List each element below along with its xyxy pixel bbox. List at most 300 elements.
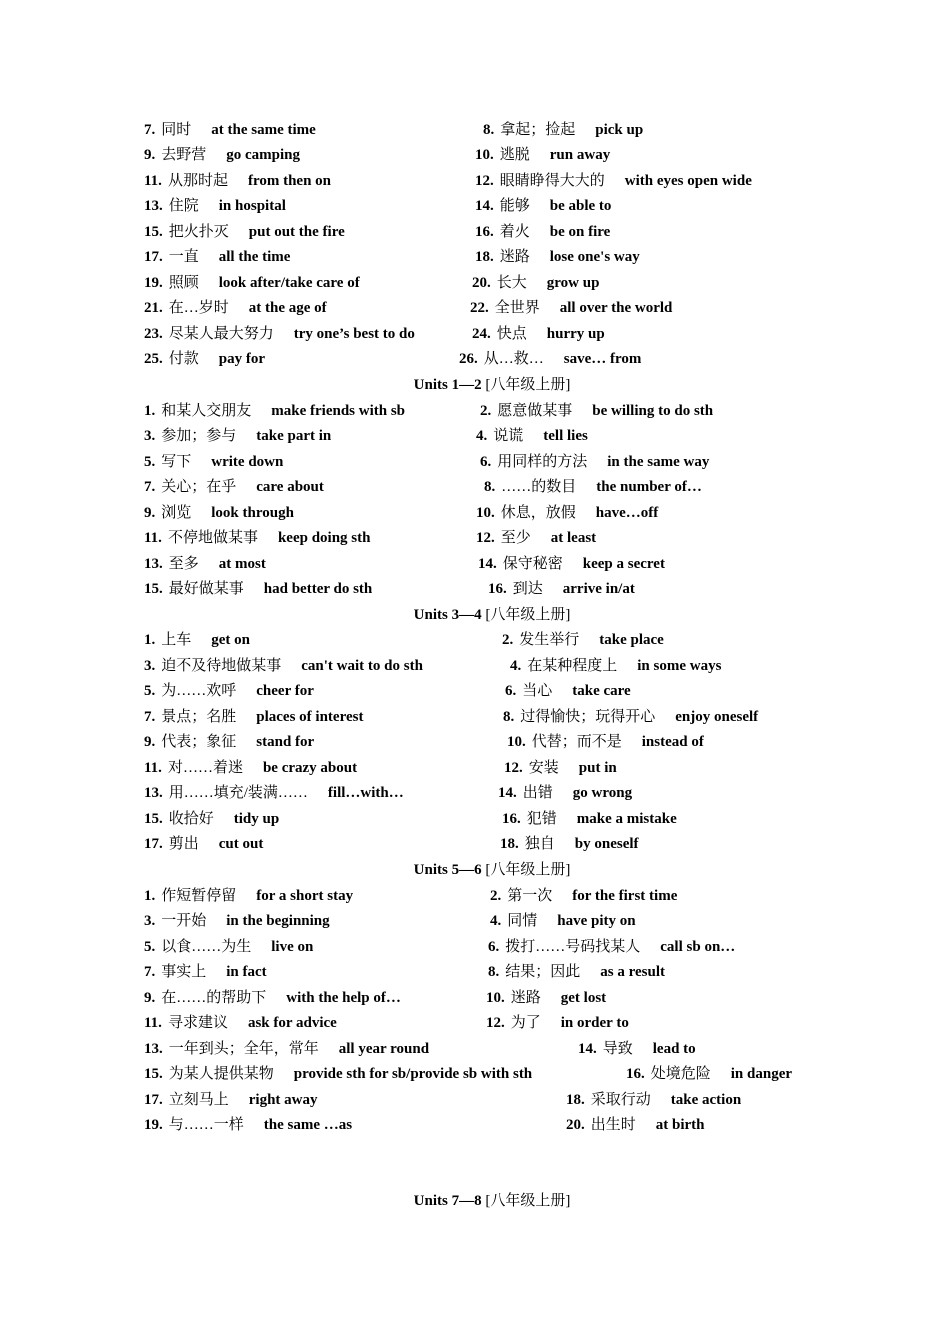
vocab-entry (144, 143, 300, 167)
entry-number: 2. (490, 888, 502, 904)
entry-number: 13. (144, 556, 163, 572)
entry-chinese: 出生时 (590, 1117, 636, 1133)
entry-english: in order to (560, 1015, 629, 1031)
vocab-entry (486, 986, 606, 1010)
entry-number: 15. (144, 581, 163, 597)
vocab-entry (566, 1088, 741, 1112)
vocab-entry (144, 807, 279, 831)
vocab-entry (144, 781, 404, 805)
vocab-entry (470, 296, 672, 320)
entry-english: at the same time (211, 122, 316, 138)
vocab-entry (144, 832, 263, 856)
entry-number: 21. (144, 300, 163, 316)
entry-number: 15. (144, 224, 163, 240)
vocab-entry (475, 220, 610, 244)
section-heading (0, 603, 950, 627)
entry-english: be crazy about (262, 760, 358, 776)
vocab-entry (472, 322, 605, 346)
entry-number: 14. (578, 1041, 597, 1057)
entry-english: fill…with… (327, 785, 404, 801)
vocab-entry (144, 271, 360, 295)
entry-chinese: 结果；因此 (505, 964, 581, 980)
vocab-entry (144, 1011, 337, 1035)
entry-number: 14. (475, 198, 494, 214)
entry-chinese: 休息，放假 (500, 505, 576, 521)
entry-number: 5. (144, 939, 156, 955)
entry-number: 16. (475, 224, 494, 240)
entry-english: hurry up (546, 326, 605, 342)
entry-chinese: 参加；参与 (161, 428, 237, 444)
entry-english: lead to (652, 1041, 696, 1057)
vocab-entry (144, 654, 423, 678)
vocab-entry (503, 705, 758, 729)
entry-number: 12. (476, 530, 495, 546)
entry-english: at most (218, 556, 266, 572)
entry-english: be on fire (549, 224, 611, 240)
entry-english: live on (271, 939, 314, 955)
entry-english: lose one's way (549, 249, 640, 265)
entry-chinese: 导致 (602, 1041, 633, 1057)
vocab-entry (144, 526, 370, 550)
entry-chinese: 尽某人最大努力 (168, 326, 274, 342)
entry-english: all year round (338, 1041, 430, 1057)
entry-chinese: 迷路 (510, 990, 541, 1006)
entry-chinese: 拨打……号码找某人 (505, 939, 641, 955)
entry-number: 16. (626, 1066, 645, 1082)
entry-number: 25. (144, 351, 163, 367)
vocab-entry (144, 450, 283, 474)
vocab-entry (144, 194, 286, 218)
entry-chinese: 采取行动 (590, 1092, 651, 1108)
entry-number: 2. (502, 632, 514, 648)
vocab-entry (480, 450, 709, 474)
entry-chinese: 把火扑灭 (168, 224, 229, 240)
entry-english: have pity on (557, 913, 636, 929)
entry-english: be willing to do sth (592, 403, 714, 419)
entry-chinese: 长大 (496, 275, 527, 291)
vocab-entry (144, 884, 353, 908)
entry-english: go camping (226, 147, 301, 163)
entry-number: 6. (505, 683, 517, 699)
section-heading-grade: [八年级上册] (481, 377, 571, 393)
vocab-entry (476, 424, 588, 448)
vocab-entry (144, 960, 267, 984)
entry-chinese: 一年到头；全年，常年 (168, 1041, 319, 1057)
vocab-entry (144, 552, 266, 576)
entry-chinese: 对……着迷 (167, 760, 243, 776)
entry-number: 2. (480, 403, 492, 419)
vocab-entry (578, 1037, 696, 1061)
vocab-entry (144, 1088, 318, 1112)
entry-chinese: 安装 (528, 760, 559, 776)
entry-english: in the beginning (226, 913, 330, 929)
entry-chinese: 关心；在乎 (161, 479, 237, 495)
vocab-entry (490, 884, 677, 908)
entry-chinese: 第一次 (507, 888, 553, 904)
entry-number: 1. (144, 888, 156, 904)
section-heading-units: Units 3—4 (413, 607, 482, 623)
vocab-entry (144, 296, 327, 320)
entry-chinese: 全世界 (494, 300, 540, 316)
vocab-entry (144, 424, 331, 448)
entry-chinese: 同时 (161, 122, 192, 138)
entry-chinese: 和某人交朋友 (161, 403, 252, 419)
vocab-entry (475, 245, 640, 269)
entry-english: cheer for (256, 683, 314, 699)
entry-chinese: 逃脱 (499, 147, 530, 163)
entry-number: 3. (144, 428, 156, 444)
vocab-entry (144, 169, 331, 193)
entry-chinese: 在某种程度上 (527, 658, 618, 674)
entry-english: in some ways (637, 658, 722, 674)
entry-chinese: 在……的帮助下 (161, 990, 267, 1006)
entry-chinese: 至多 (168, 556, 199, 572)
entry-chinese: 写下 (161, 454, 192, 470)
section-heading-units: Units 5—6 (413, 862, 482, 878)
vocab-entry (486, 1011, 629, 1035)
vocab-entry (502, 807, 677, 831)
entry-english: have…off (595, 505, 659, 521)
entry-english: in danger (730, 1066, 793, 1082)
entry-chinese: 一开始 (161, 913, 207, 929)
entry-chinese: 用同样的方法 (497, 454, 588, 470)
vocab-entry (498, 781, 632, 805)
entry-number: 1. (144, 403, 156, 419)
entry-number: 6. (480, 454, 492, 470)
entry-english: keep doing sth (277, 530, 371, 546)
entry-number: 19. (144, 1117, 163, 1133)
entry-number: 14. (498, 785, 517, 801)
entry-number: 22. (470, 300, 489, 316)
entry-chinese: 与……一样 (168, 1117, 244, 1133)
entry-number: 1. (144, 632, 156, 648)
entry-english: in hospital (218, 198, 286, 214)
entry-chinese: 浏览 (161, 505, 192, 521)
vocab-entry (488, 577, 635, 601)
vocab-entry (144, 245, 290, 269)
entry-chinese: 为了 (510, 1015, 541, 1031)
entry-number: 7. (144, 479, 156, 495)
entry-number: 8. (488, 964, 500, 980)
entry-number: 24. (472, 326, 491, 342)
entry-chinese: ……的数目 (501, 479, 577, 495)
entry-number: 7. (144, 709, 156, 725)
entry-english: at least (550, 530, 597, 546)
entry-english: arrive in/at (562, 581, 635, 597)
entry-english: with eyes open wide (624, 173, 752, 189)
entry-chinese: 发生举行 (519, 632, 580, 648)
entry-english: with the help of… (286, 990, 401, 1006)
vocab-entry (566, 1113, 705, 1137)
entry-number: 5. (144, 683, 156, 699)
entry-chinese: 代替；而不是 (531, 734, 622, 750)
vocab-entry (144, 118, 316, 142)
entry-chinese: 说谎 (493, 428, 524, 444)
entry-chinese: 愿意做某事 (497, 403, 573, 419)
entry-number: 4. (476, 428, 488, 444)
entry-number: 13. (144, 198, 163, 214)
entry-number: 11. (144, 760, 162, 776)
vocab-entry (144, 475, 324, 499)
entry-number: 9. (144, 734, 156, 750)
entry-number: 7. (144, 964, 156, 980)
vocab-entry (144, 322, 415, 346)
entry-english: try one’s best to do (293, 326, 415, 342)
vocab-entry (144, 1113, 352, 1137)
entry-chinese: 至少 (500, 530, 531, 546)
entry-chinese: 处境危险 (650, 1066, 711, 1082)
entry-chinese: 迷路 (499, 249, 530, 265)
entry-english: in fact (226, 964, 267, 980)
entry-chinese: 不停地做某事 (167, 530, 258, 546)
entry-english: all over the world (559, 300, 673, 316)
entry-english: get on (211, 632, 251, 648)
entry-english: keep a secret (582, 556, 665, 572)
entry-number: 8. (483, 122, 495, 138)
entry-english: save… from (563, 351, 642, 367)
entry-english: stand for (256, 734, 315, 750)
entry-english: make a mistake (576, 811, 677, 827)
vocab-entry (504, 756, 617, 780)
entry-chinese: 住院 (168, 198, 199, 214)
entry-chinese: 收拾好 (168, 811, 214, 827)
entry-chinese: 在…岁时 (168, 300, 229, 316)
section-heading (0, 1189, 950, 1213)
entry-number: 14. (478, 556, 497, 572)
entry-number: 6. (488, 939, 500, 955)
entry-chinese: 同情 (507, 913, 538, 929)
entry-number: 10. (476, 505, 495, 521)
entry-english: can't wait to do sth (301, 658, 423, 674)
vocab-entry (144, 347, 265, 371)
entry-number: 16. (502, 811, 521, 827)
entry-chinese: 快点 (496, 326, 527, 342)
entry-chinese: 迫不及待地做某事 (161, 658, 282, 674)
entry-number: 10. (507, 734, 526, 750)
entry-chinese: 过得愉快；玩得开心 (520, 709, 656, 725)
section-heading (0, 858, 950, 882)
entry-english: pick up (595, 122, 644, 138)
vocab-entry (472, 271, 599, 295)
entry-english: as a result (600, 964, 665, 980)
entry-chinese: 眼睛睁得大大的 (499, 173, 605, 189)
vocab-entry (510, 654, 721, 678)
entry-chinese: 出错 (522, 785, 553, 801)
vocab-entry (144, 399, 405, 423)
entry-chinese: 从那时起 (167, 173, 228, 189)
vocab-entry (144, 220, 345, 244)
entry-chinese: 拿起；捡起 (500, 122, 576, 138)
entry-english: put out the fire (248, 224, 345, 240)
entry-number: 5. (144, 454, 156, 470)
entry-number: 15. (144, 1066, 163, 1082)
entry-english: put in (578, 760, 617, 776)
section-heading-grade: [八年级上册] (481, 1193, 571, 1209)
section-heading-grade: [八年级上册] (481, 607, 571, 623)
entry-english: get lost (560, 990, 607, 1006)
entry-english: go wrong (572, 785, 633, 801)
entry-number: 11. (144, 173, 162, 189)
entry-chinese: 立刻马上 (168, 1092, 229, 1108)
entry-chinese: 着火 (499, 224, 530, 240)
vocab-entry (507, 730, 704, 754)
vocab-entry (144, 730, 314, 754)
vocab-entry (476, 526, 596, 550)
entry-number: 4. (510, 658, 522, 674)
entry-number: 8. (484, 479, 496, 495)
entry-number: 20. (566, 1117, 585, 1133)
entry-english: provide sth for sb/provide sb with sth (293, 1066, 533, 1082)
vocab-entry (144, 501, 294, 525)
section-heading-grade: [八年级上册] (481, 862, 571, 878)
entry-chinese: 能够 (499, 198, 530, 214)
entry-chinese: 剪出 (168, 836, 199, 852)
entry-english: ask for advice (247, 1015, 337, 1031)
entry-number: 11. (144, 530, 162, 546)
entry-english: call sb on… (660, 939, 736, 955)
entry-english: take place (599, 632, 664, 648)
entry-number: 13. (144, 785, 163, 801)
entry-chinese: 作短暂停留 (161, 888, 237, 904)
entry-english: enjoy oneself (675, 709, 759, 725)
entry-number: 17. (144, 1092, 163, 1108)
vocab-entry (488, 935, 735, 959)
entry-chinese: 从…救… (483, 351, 544, 367)
entry-english: the same …as (263, 1117, 353, 1133)
entry-chinese: 付款 (168, 351, 199, 367)
entry-number: 7. (144, 122, 156, 138)
entry-chinese: 一直 (168, 249, 199, 265)
entry-english: cut out (218, 836, 264, 852)
entry-number: 9. (144, 505, 156, 521)
entry-english: be able to (549, 198, 612, 214)
entry-english: tidy up (233, 811, 280, 827)
vocab-entry (475, 143, 610, 167)
entry-chinese: 代表；象征 (161, 734, 237, 750)
entry-number: 8. (503, 709, 515, 725)
entry-english: take action (670, 1092, 742, 1108)
entry-chinese: 当心 (522, 683, 553, 699)
vocab-entry (475, 194, 611, 218)
entry-chinese: 独自 (524, 836, 555, 852)
entry-chinese: 用……填充/装满…… (168, 785, 308, 801)
vocab-entry (478, 552, 665, 576)
vocab-entry (144, 756, 357, 780)
section-heading (0, 373, 950, 397)
entry-english: look through (211, 505, 294, 521)
entry-chinese: 为某人提供某物 (168, 1066, 274, 1082)
entry-number: 17. (144, 836, 163, 852)
entry-english: from then on (247, 173, 332, 189)
entry-english: take care (572, 683, 631, 699)
vocab-entry (483, 118, 643, 142)
entry-chinese: 犯错 (526, 811, 557, 827)
vocab-entry (490, 909, 636, 933)
entry-english: look after/take care of (218, 275, 360, 291)
entry-english: at birth (655, 1117, 705, 1133)
entry-english: grow up (546, 275, 600, 291)
entry-english: by oneself (574, 836, 639, 852)
vocab-entry (500, 832, 639, 856)
entry-chinese: 到达 (512, 581, 543, 597)
entry-english: take part in (256, 428, 332, 444)
entry-number: 9. (144, 990, 156, 1006)
entry-number: 4. (490, 913, 502, 929)
entry-english: right away (248, 1092, 318, 1108)
vocab-entry (475, 169, 752, 193)
section-heading-units: Units 1—2 (413, 377, 482, 393)
entry-number: 18. (566, 1092, 585, 1108)
entry-chinese: 为……欢呼 (161, 683, 237, 699)
entry-chinese: 景点；名胜 (161, 709, 237, 725)
entry-chinese: 事实上 (161, 964, 207, 980)
entry-english: all the time (218, 249, 291, 265)
entry-number: 17. (144, 249, 163, 265)
entry-number: 13. (144, 1041, 163, 1057)
vocab-entry (144, 986, 401, 1010)
entry-chinese: 照顾 (168, 275, 199, 291)
vocab-entry (626, 1062, 792, 1086)
entry-chinese: 上车 (161, 632, 192, 648)
entry-number: 15. (144, 811, 163, 827)
entry-number: 12. (475, 173, 494, 189)
entry-number: 10. (475, 147, 494, 163)
vocab-entry (144, 909, 330, 933)
vocab-entry (144, 1037, 429, 1061)
vocab-entry (144, 577, 372, 601)
entry-english: for the first time (572, 888, 678, 904)
entry-english: run away (549, 147, 611, 163)
section-heading-units: Units 7—8 (413, 1193, 482, 1209)
vocab-entry (484, 475, 702, 499)
entry-number: 23. (144, 326, 163, 342)
vocab-entry (476, 501, 658, 525)
entry-number: 12. (504, 760, 523, 776)
entry-english: instead of (641, 734, 704, 750)
entry-english: make friends with sb (271, 403, 406, 419)
entry-number: 10. (486, 990, 505, 1006)
vocab-entry (505, 679, 631, 703)
entry-english: the number of… (596, 479, 702, 495)
entry-chinese: 以食……为生 (161, 939, 252, 955)
entry-english: had better do sth (263, 581, 373, 597)
entry-english: tell lies (543, 428, 588, 444)
entry-english: at the age of (248, 300, 327, 316)
vocab-entry (459, 347, 641, 371)
entry-number: 18. (475, 249, 494, 265)
vocab-entry (144, 1062, 532, 1086)
vocab-entry (144, 628, 250, 652)
entry-number: 12. (486, 1015, 505, 1031)
entry-english: in the same way (607, 454, 710, 470)
entry-chinese: 去野营 (161, 147, 207, 163)
entry-chinese: 寻求建议 (167, 1015, 228, 1031)
vocab-entry (144, 679, 314, 703)
entry-number: 9. (144, 147, 156, 163)
vocab-entry (144, 935, 313, 959)
vocab-entry (502, 628, 664, 652)
entry-english: write down (211, 454, 284, 470)
entry-number: 3. (144, 913, 156, 929)
entry-number: 20. (472, 275, 491, 291)
vocab-entry (144, 705, 363, 729)
entry-number: 26. (459, 351, 478, 367)
entry-number: 16. (488, 581, 507, 597)
entry-number: 19. (144, 275, 163, 291)
entry-chinese: 保守秘密 (502, 556, 563, 572)
entry-number: 3. (144, 658, 156, 674)
entry-number: 11. (144, 1015, 162, 1031)
